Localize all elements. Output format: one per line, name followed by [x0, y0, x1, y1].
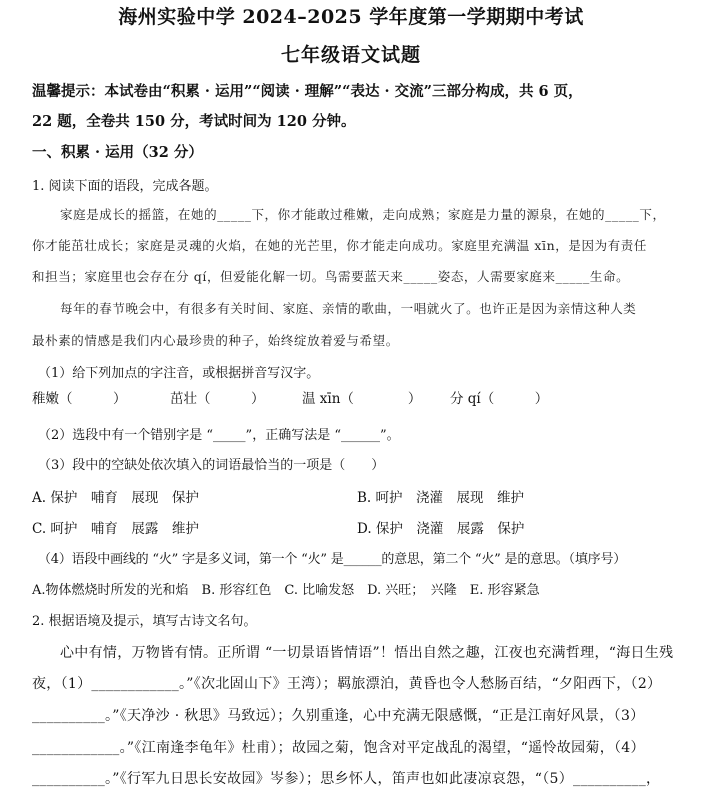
poem-passage-line: 夜，（1）____________。”《次北固山下》王湾）；羁旅漂泊，黄昏也令人愁肠百结，“夕阳西下，（2）: [32, 676, 662, 692]
notice-line-2: 22 题，全卷共 150 分，考试时间为 120 分钟。: [32, 113, 356, 130]
subquestion-1-prompt: （1）给下列加点的字注音，或根据拼音写汉字。: [38, 366, 320, 381]
passage-line: 你才能茁壮成长；家庭是灵魂的火焰，在她的光芒里，你才能走向成功。家庭里充满温 xīn，是因为有责任: [32, 238, 647, 253]
section-heading: 一、积累 · 运用（32 分）: [32, 144, 203, 161]
poem-passage-line: 心中有情，万物皆有情。正所谓 “一切景语皆情语”！悟出自然之趣，江夜也充满哲理，“海日生残: [60, 645, 674, 661]
option-c: C. 呵护 哺育 展露 维护: [32, 521, 199, 537]
pinyin-item: 分 qí（ ）: [450, 391, 549, 407]
poem-passage-line: __________。”《天净沙 · 秋思》马致远）；久别重逢，心中充满无限感慨，“正是江南好风景，（3）: [32, 708, 645, 724]
pinyin-item: 稚嫩（ ）: [32, 391, 127, 407]
poem-passage-line: ____________。”《江南逢李龟年》杜甫）；故园之菊，饱含对平定战乱的渴望，“遥怜故园菊，（4）: [32, 740, 645, 756]
exam-title: 海州实验中学 2024–2025 学年度第一学期期中考试: [118, 6, 584, 28]
subquestion-2: （2）选段中有一个错别字是 “_____”，正确写法是 “______”。: [38, 428, 400, 443]
question-1-stem: 1. 阅读下面的语段，完成各题。: [32, 179, 218, 194]
passage-line: 最朴素的情感是我们内心最珍贵的种子，始终绽放着爱与希望。: [32, 333, 399, 348]
option-d: D. 保护 浇灌 展露 保护: [357, 521, 525, 537]
poem-passage-line: __________。”《行军九日思长安故园》岑参）；思乡怀人，笛声也如此凄凉哀怨，“（5）__________，: [32, 771, 661, 787]
notice-line-1: 温馨提示：本试卷由“积累 · 运用”“阅读 · 理解”“表达 · 交流”三部分构成，共 6 页，: [32, 83, 583, 100]
option-b: B. 呵护 浇灌 展现 维护: [357, 490, 525, 506]
passage-line: 和担当；家庭里也会存在分 qí，但爱能化解一切。鸟需要蓝天来_____姿态，人需要家庭来_____生命。: [32, 269, 630, 284]
pinyin-item: 温 xīn（ ）: [302, 391, 422, 407]
subquestion-4-choices: A.物体燃烧时所发的光和焰 B. 形容红色 C. 比喻发怒 D. 兴旺； 兴隆 E. 形容紧急: [32, 583, 540, 598]
exam-subtitle: 七年级语文试题: [280, 44, 421, 66]
subquestion-3-prompt: （3）段中的空缺处依次填入的词语最恰当的一项是（ ）: [38, 458, 385, 473]
pinyin-item: 茁壮（ ）: [170, 391, 265, 407]
question-2-stem: 2. 根据语境及提示，填写古诗文名句。: [32, 614, 257, 629]
passage-line: 家庭是成长的摇篮，在她的_____下，你才能敢过稚嫩，走向成熟；家庭是力量的源泉，在她的_____下，: [60, 207, 666, 222]
subquestion-4-prompt: （4）语段中画线的 “火” 字是多义词，第一个 “火” 是______的意思，第二个 “火” 是的意思。（填序号）: [38, 552, 627, 567]
option-a: A. 保护 哺育 展现 保护: [32, 490, 199, 506]
passage-line: 每年的春节晚会中，有很多有关时间、家庭、亲情的歌曲，一唱就火了。也许正是因为亲情这种人类: [60, 301, 637, 316]
